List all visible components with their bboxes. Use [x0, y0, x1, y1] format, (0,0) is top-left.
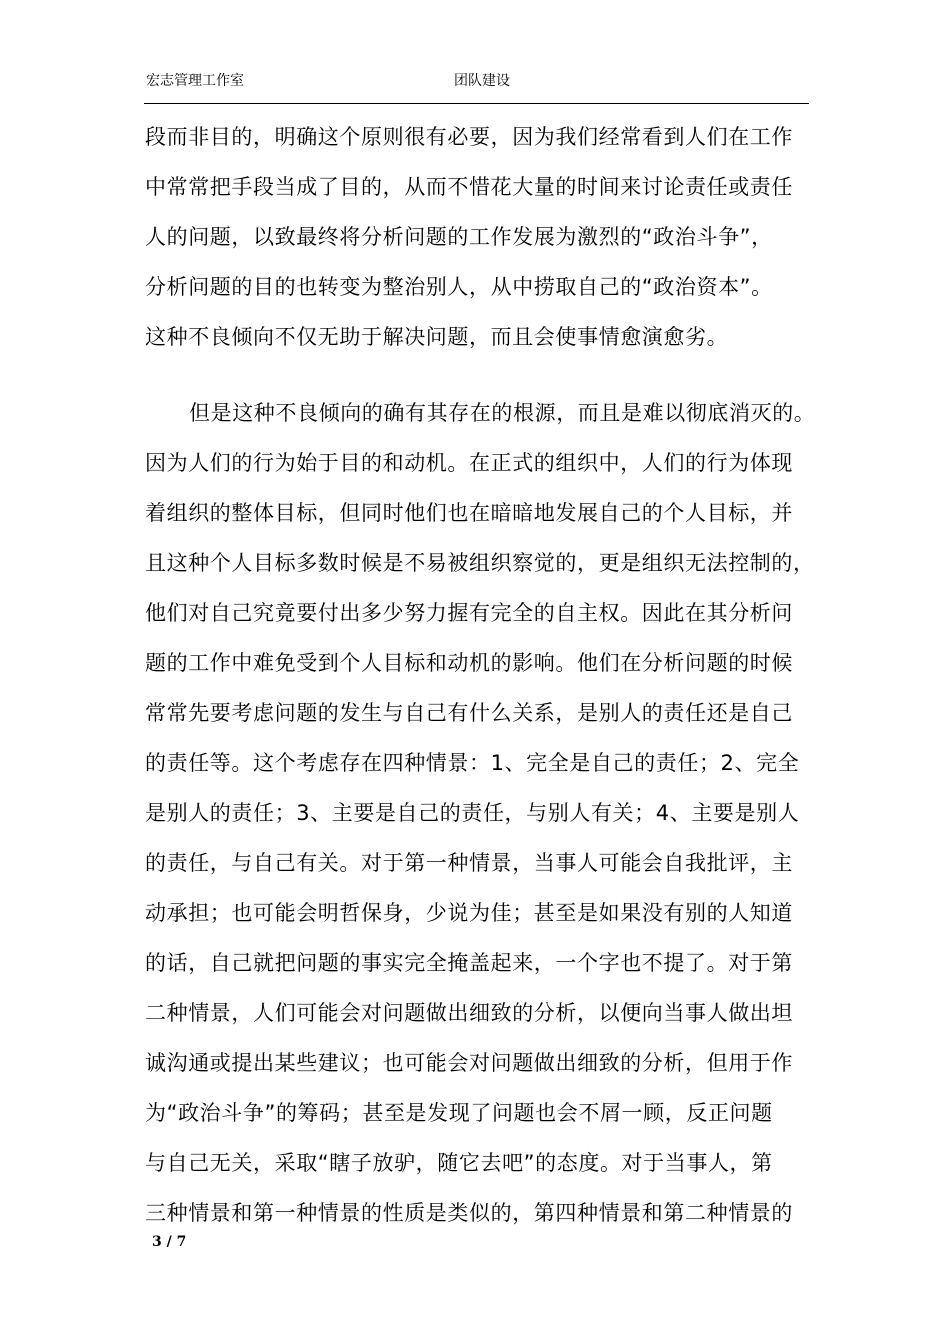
paragraph-line: 的责任，与自己有关。对于第一种情景，当事人可能会自我批评，主 — [145, 851, 793, 875]
paragraph-line: 中常常把手段当成了目的，从而不惜花大量的时间来讨论责任或责任 — [145, 175, 793, 199]
paragraph-line: 动承担；也可能会明哲保身，少说为佳；甚至是如果没有别的人知道 — [145, 901, 793, 925]
paragraph-line: 这种不良倾向不仅无助于解决问题，而且会使事情愈演愈劣。 — [145, 325, 729, 349]
paragraph-line: 的责任等。这个考虑存在四种情景：1、完全是自己的责任；2、完全 — [145, 751, 800, 775]
header-center-title: 团队建设 — [454, 73, 510, 89]
paragraph-2 — [145, 388, 815, 1238]
paragraph-line: 他们对自己究竟要付出多少努力握有完全的自主权。因此在其分析问 — [145, 601, 793, 625]
paragraph-line: 与自己无关，采取“瞎子放驴，随它去吧”的态度。对于当事人，第 — [145, 1151, 773, 1175]
paragraph-line: 题的工作中难免受到个人目标和动机的影响。他们在分析问题的时候 — [145, 651, 793, 675]
document-body — [145, 112, 815, 1238]
paragraph-gap — [145, 362, 815, 388]
page-number: 3 / 7 — [152, 1234, 187, 1250]
paragraph-line: 是别人的责任；3、主要是自己的责任，与别人有关；4、主要是别人 — [145, 801, 800, 825]
paragraph-line: 为“政治斗争”的筹码；甚至是发现了问题也会不屑一顾，反正问题 — [145, 1101, 773, 1125]
paragraph-line: 分析问题的目的也转变为整治别人，从中捞取自己的“政治资本”。 — [145, 275, 773, 299]
header-left-title: 宏志管理工作室 — [146, 73, 244, 89]
paragraph-line: 着组织的整体目标，但同时他们也在暗暗地发展自己的个人目标，并 — [145, 501, 793, 525]
paragraph-line: 人的问题，以致最终将分析问题的工作发展为激烈的“政治斗争”， — [145, 225, 773, 249]
paragraph-line: 段而非目的，明确这个原则很有必要，因为我们经常看到人们在工作 — [145, 125, 793, 149]
paragraph-line: 且这种个人目标多数时候是不易被组织察觉的，更是组织无法控制的， — [145, 551, 815, 575]
paragraph-1 — [145, 112, 815, 362]
paragraph-line: 因为人们的行为始于目的和动机。在正式的组织中，人们的行为体现 — [145, 451, 793, 475]
paragraph-line: 的话，自己就把问题的事实完全掩盖起来，一个字也不提了。对于第 — [145, 951, 793, 975]
paragraph-line: 三种情景和第一种情景的性质是类似的，第四种情景和第二种情景的 — [145, 1201, 793, 1225]
paragraph-line: 诚沟通或提出某些建议；也可能会对问题做出细致的分析，但用于作 — [145, 1051, 793, 1075]
paragraph-line: 常常先要考虑问题的发生与自己有什么关系，是别人的责任还是自己 — [145, 701, 793, 725]
header-divider — [144, 103, 809, 104]
paragraph-line: 但是这种不良倾向的确有其存在的根源，而且是难以彻底消灭的。 — [189, 401, 816, 425]
paragraph-line: 二种情景，人们可能会对问题做出细致的分析，以便向当事人做出坦 — [145, 1001, 793, 1025]
